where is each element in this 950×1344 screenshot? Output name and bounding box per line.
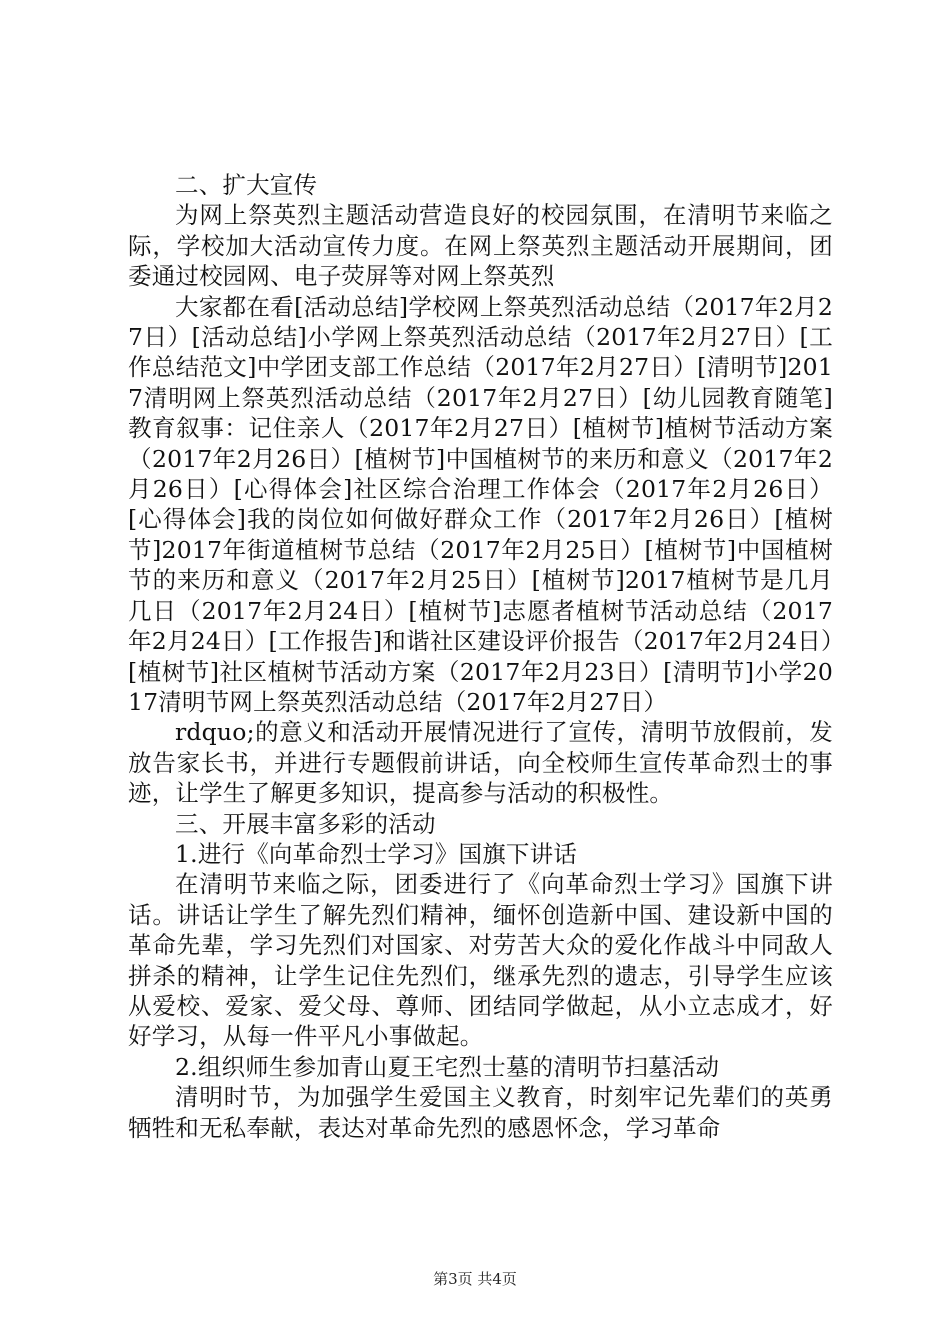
paragraph-flag-speech: 在清明节来临之际，团委进行了《向革命烈士学习》国旗下讲话。讲话让学生了解先烈们精神，缅怀创造新中国、建设新中国的革命先辈，学习先烈们对国家、对劳苦大众的爱化作战斗中同敌人拼杀的精神，让学生记住先烈们，继承先烈的遗志，引导学生应该从爱校、爱家、爱父母、尊师、团结同学做起，从小立志成才，好好学习，从每一件平凡小事做起。 <box>128 870 833 1051</box>
document-body <box>128 170 833 1143</box>
paragraph-tomb-sweeping: 清明时节，为加强学生爱国主义教育，时刻牢记先辈们的英勇牺牲和无私奉献，表达对革命先烈的感恩怀念，学习革命 <box>128 1083 833 1142</box>
paragraph-publicity-intro: 为网上祭英烈主题活动营造良好的校园氛围，在清明节来临之际，学校加大活动宣传力度。在网上祭英烈主题活动开展期间，团委通过校园网、电子荧屏等对网上祭英烈 <box>128 201 833 291</box>
subheading-tomb-sweeping: 2.组织师生参加青山夏王宅烈士墓的清明节扫墓活动 <box>175 1052 720 1081</box>
subheading-flag-speech: 1.进行《向革命烈士学习》国旗下讲话 <box>175 839 578 868</box>
paragraph-publicity-details: rdquo;的意义和活动开展情况进行了宣传，清明节放假前，发放告家长书，并进行专题假前讲话，向全校师生宣传革命烈士的事迹，让学生了解更多知识，提高参与活动的积极性。 <box>128 718 833 808</box>
page-number-footer: 第3页 共4页 <box>433 1270 517 1288</box>
section-heading-activities: 三、开展丰富多彩的活动 <box>175 809 436 838</box>
paragraph-related-articles: 大家都在看[活动总结]学校网上祭英烈活动总结（2017年2月27日）[活动总结]小学网上祭英烈活动总结（2017年2月27日）[工作总结范文]中学团支部工作总结（2017年2月27日）[清明节]2017清明网上祭英烈活动总结（2017年2月27日）[幼儿园教育随笔]教育叙事：记住亲人（2017年2月27日）[植树节]植树节活动方案（2017年2月26日）[植树节]中国植树节的来历和意义（2017年2月26日）[心得体会]社区综合治理工作体会（2017年2月26日）[心得体会]我的岗位如何做好群众工作（2017年2月26日）[植树节]2017年街道植树节总结（2017年2月25日）[植树节]中国植树节的来历和意义（2017年2月25日）[植树节]2017植树节是几月几日（2017年2月24日）[植树节]志愿者植树节活动总结（2017年2月24日）[工作报告]和谐社区建设评价报告（2017年2月24日）[植树节]社区植树节活动方案（2017年2月23日）[清明节]小学2017清明节网上祭英烈活动总结（2017年2月27日） <box>128 292 833 716</box>
section-heading-publicity: 二、扩大宣传 <box>175 171 318 199</box>
